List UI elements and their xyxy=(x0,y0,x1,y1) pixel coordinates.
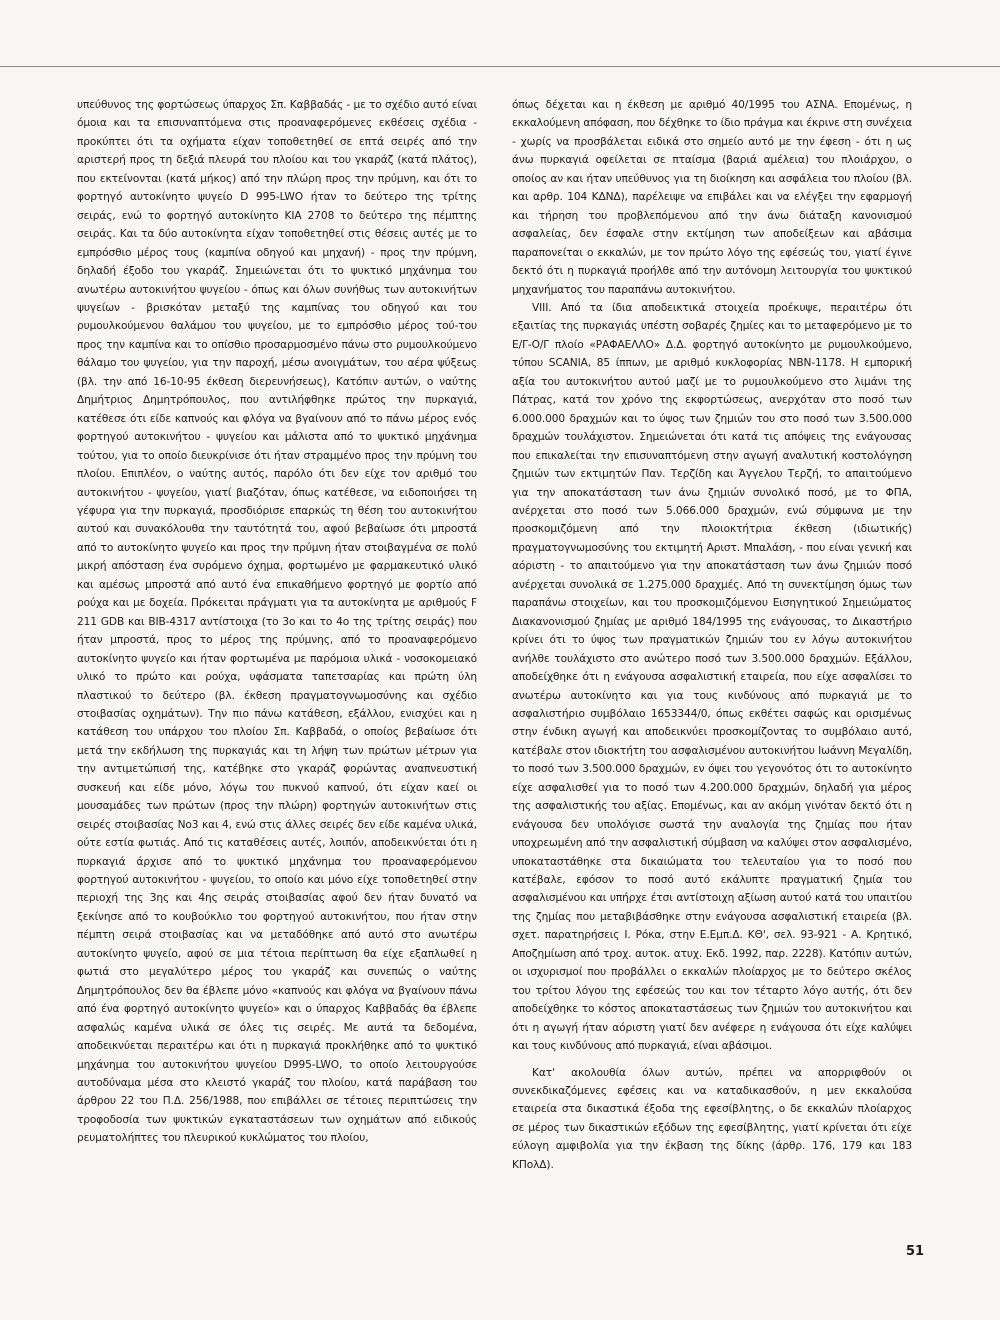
right-paragraph-2: VIII. Από τα ίδια αποδεικτικά στοιχεία προέκυψε, περαιτέρω ότι εξαιτίας της πυρκαγιάς υπέστη σοβαρές ζημίες και το μεταφερόμενο με το Ε/Γ-Ο/Γ πλοίο «ΡΑΦΑΕΛΛΟ» Δ.Δ. φορτηγό αυτοκίνητο με ρυμουλκούμενο, τύπου SCANIA, 85 ίππων, με αριθμό κυκλοφορίας NBN-1178. Η εμπορική αξία του αυτοκινήτου αυτού μαζί με το ρυμουλκούμενο στο λιμάνι της Πάτρας, κατά τον χρόνο της εκφορτώσεως, ανερχόταν στο ποσό των 6.000.000 δραχμών και το ύψος των ζημιών του στο ποσό των 3.500.000 δραχμών τουλάχιστον. Σημειώνεται ότι κατά τις απόψεις της ενάγουσας που επικαλείται την επισυναπτόμενη στην αγωγή αναλυτική κοστολόγηση ζημιών των εκτιμητών Παν. Τερζίδη και Άγγελου Τερζή, το απαιτούμενο για την αποκατάσταση των άνω ζημιών συνολικό ποσό, με το ΦΠΑ, ανέρχεται στο ποσό των 5.066.000 δραχμών, ενώ σύμφωνα με την προσκομιζόμενη από την πλοιοκτήτρια έκθεση (ιδιωτικής) πραγματογνωμοσύνης του εκτιμητή Αριστ. Μπαλάση, - που είναι γενική και αόριστη - το απαιτούμενο για την αποκατάσταση των άνω ζημιών ποσό ανέρχεται συνολικά σε 1.275.000 δραχμές. Από τη συνεκτίμηση όμως των παραπάνω στοιχείων, και του προσκομιζόμενου Εισηγητικού Σημειώματος Διακανονισμού ζημίας με αριθμό 184/1995 της ενάγουσας, το Δικαστήριο κρίνει ότι το ύψος των πραγματικών ζημιών του εν λόγω αυτοκινήτου ανήλθε τουλάχιστο στο ανώτερο ποσό των 3.500.000 δραχμών. Εξάλλου, αποδείχθηκε ότι η ενάγουσα ασφαλιστική εταιρεία, που είχε ασφαλίσει το ανωτέρω αυτοκίνητο και για τους κινδύνους από πυρκαγιά με το ασφαλιστήριο συμβόλαιο 1653344/0, όπως εκθέτει σαφώς και ορισμένως στην ένδικη αγωγή και αποδεικνύει προσκομίζοντας το συμβόλαιο αυτό, κατέβαλε στον ιδιοκτήτη του ασφαλισμένου αυτοκινήτου Ιωάννη Μεγαλίδη, το ποσό των 3.500.000 δραχμών, εν όψει του γεγονότος ότι το αυτοκίνητο είχε ασφαλισθεί για το ποσό των 4.200.000 δραχμών, δηλαδή για μέρος της ασφαλιστικής του αξίας. Επομένως, και αν ακόμη γινόταν δεκτό ότι η ενάγουσα δεν υπολόγισε σωστά την αναλογία της ζημίας που ήταν υποχρεωμένη από την ασφαλιστική σύμβαση να καλύψει στον ασφαλισμένο, υποκαταστάθηκε στα δικαιώματα του τελευταίου για το ποσό που κατέβαλε, εφόσον το ποσό αυτό εκάλυπτε πραγματική ζημία του ασφαλισμένου και υπήρχε έτσι αντίστοιχη αξίωση αυτού κατά του υπαιτίου της ζημίας που μεταβιβάσθηκε στην ενάγουσα ασφαλιστική εταιρεία (βλ. σχετ. παρατηρήσεις Ι. Ρόκα, στην Ε.Εμπ.Δ. ΚΘ', σελ. 93-921 - Α. Κρητικό, Αποζημίωση από τροχ. αυτοκ. ατυχ. Εκδ. 1992, παρ. 2228). Κατόπιν αυτών, οι ισχυρισμοί που προβάλλει ο εκκαλών πλοίαρχος με το δεύτερο σκέλος του τρίτου λόγου της εφέσεώς του και τον τέταρτο λόγο αυτής, ότι δεν αποδείχθηκε το κόστος αποκαταστάσεως των ζημιών του αυτοκινήτου και ότι η αγωγή ήταν αόριστη γιατί δεν ανέφερε η ενάγουσα ότι είχε καλύψει και τους κινδύνους από πυρκαγιά, είναι αβάσιμοι. xyxy=(512,301,912,1053)
left-column xyxy=(77,96,477,1148)
left-paragraph-1: υπεύθυνος της φορτώσεως ύπαρχος Σπ. Καββαδάς - με το σχέδιο αυτό είναι όμοια και τα επισυναπτόμενα στις προαναφερόμενες εκθέσεις σχέδια - προκύπτει ότι τα οχήματα είχαν τοποθετηθεί σε επτά σειρές από την αριστερή προς τη δεξιά πλευρά του πλοίου και του γκαράζ (κατά πλάτος), που εκτείνονται (κατά μήκος) από την πλώρη προς την πρύμνη, και ότι το φορτηγό αυτοκίνητο ψυγείο D 995-LWO ήταν το δεύτερο της τρίτης σειράς, ενώ το φορτηγό αυτοκίνητο ΚΙΑ 2708 το δεύτερο της πέμπτης σειράς. Και τα δύο αυτοκίνητα είχαν τοποθετηθεί στις θέσεις αυτές με το εμπρόσθιο μέρος τους (καμπίνα οδηγού και μηχανή) - προς την πρύμνη, δηλαδή έξοδο του γκαράζ. Σημειώνεται ότι το ψυκτικό μηχάνημα του ανωτέρω αυτοκινήτου ψυγείου - όπως και όλων συνήθως των αυτοκινήτων ψυγείων - βρισκόταν μεταξύ της καμπίνας του οδηγού και του ρυμουλκούμενου θαλάμου του ψυγείου, με το εμπρόσθιο μέρος τού-του προς την καμπίνα και το οπίσθιο προσαρμοσμένο πάνω στο ρυμουλκούμενο θάλαμο του ψυγείου, για την παροχή, μέσω ανοιγμάτων, του αέρα ψύξεως (βλ. την από 16-10-95 έκθεση διερευνήσεως), Κατόπιν αυτών, ο ναύτης Δημήτριος Δημητρόπουλος, που αντιλήφθηκε πρώτος την πυρκαγιά, κατέθεσε ότι είδε καπνούς και φλόγα να βγαίνουν από το πάνω μέρος ενός φορτηγού αυτοκινήτου - ψυγείου και μάλιστα από το ψυκτικό μηχάνημα τούτου, για το οποίο διευκρίνισε ότι ήταν στραμμένο προς την πρύμνη του πλοίου. Επιπλέον, ο ναύτης αυτός, παρόλο ότι δεν είχε τον αριθμό του αυτοκινήτου - ψυγείου, γιατί βιαζόταν, όπως κατέθεσε, να ειδοποιήσει τη γέφυρα για την πυρκαγιά, προσδιόρισε επαρκώς τη θέση του αυτοκινήτου αυτού και συνακόλουθα την ταυτότητά του, αφού βεβαίωσε ότι μπροστά από το αυτοκίνητο ψυγείο και προς την πρύμνη ήταν στοιβαγμένα σε πολύ μικρή απόσταση ένα συρόμενο όχημα, φορτωμένο με φαρμακευτικό υλικό και αμέσως μπροστά από αυτό ένα επικαθήμενο φορτηγό με φορτίο από ρούχα και με δοχεία. Πρόκειται πράγματι για τα αυτοκίνητα με αριθμούς F 211 GDB και BIB-4317 αντίστοιχα (το 3ο και το 4ο της τρίτης σειράς) που ήταν μπροστά, προς το μέρος της πρύμνης, από το προαναφερόμενο αυτοκίνητο ψυγείο και ήταν φορτωμένα με παρόμοια υλικά - νοσοκομειακό υλικό το πρώτο και ρούχα, υφάσματα ταπετσαρίας και πρώτη ύλη πλαστικού το δεύτερο (βλ. έκθεση πραγματογνωμοσύνης και σχέδιο στοιβασίας οχημάτων). Την πιο πάνω κατάθεση, εξάλλου, ενισχύει και η κατάθεση του υπάρχου του πλοίου Σπ. Καββαδά, ο οποίος βεβαίωσε ότι μετά την εκδήλωση της πυρκαγιάς και τη λήψη των πρώτων μέτρων για την αντιμετώπισή της, κατέβηκε στο γκαράζ φορώντας αναπνευστική συσκευή και είδε μόνο, λόγω του πυκνού καπνού, ότι είχαν καεί οι μουσαμάδες των πρώτων (προς την πλώρη) φορτηγών αυτοκινήτων στις σειρές στοιβασίας Νο3 και 4, ενώ στις άλλες σειρές δεν είδε καμένα υλικά, ούτε εστία φωτιάς. Από τις καταθέσεις αυτές, λοιπόν, αποδεικνύεται ότι η πυρκαγιά άρχισε από το ψυκτικό μηχάνημα του προαναφερόμενου φορτηγού αυτοκινήτου - ψυγείου, το οποίο και μόνο είχε τοποθετηθεί στην περιοχή της 3ης και 4ης σειράς στοιβασίας αφού δεν ήταν δυνατό να ξεκίνησε από το κουβούκλιο του φορτηγού αυτοκινήτου, που ήταν στην πέμπτη σειρά στοιβασίας και να μεταδόθηκε από αυτό στο ανωτέρω αυτοκίνητο ψυγείο, αφού σε μια τέτοια περίπτωση θα είχε εξαπλωθεί η φωτιά στο μεγαλύτερο μέρος του γκαράζ και συνεπώς ο ναύτης Δημητρόπουλος δεν θα έβλεπε μόνο «καπνούς και φλόγα να βγαίνουν πάνω από ένα φορτηγό αυτοκίνητο ψυγείο» και ο ύπαρχος Καββαδάς θα έβλεπε ασφαλώς καμένα υλικά σε όλες τις σειρές. Με αυτά τα δεδομένα, αποδεικνύεται περαιτέρω και ότι η πυρκαγιά προκλήθηκε από το ψυκτικό μηχάνημα του αυτοκινήτου ψυγείου D995-LWO, το οποίο λειτουργούσε αυτοδύναμα μέσα στο κλειστό γκαράζ του πλοίου, κατά παράβαση του άρθρου 22 του Π.Δ. 256/1988, που επιβάλλει σε τέτοιες περιπτώσεις την τροφοδοσία των ψυκτικών εγκαταστάσεων των οχημάτων από ειδικούς ρευματολήπτες του πλευρικού κυκλώματος του πλοίου, xyxy=(77,99,477,1145)
right-paragraph-3: Κατ' ακολουθία όλων αυτών, πρέπει να απορριφθούν οι συνεκδικαζόμενες εφέσεις και να καταδικασθούν, η μεν εκκαλούσα εταιρεία στα δικαστικά έξοδα της εφεσίβλητης, ο δε εκκαλών πλοίαρχος σε μέρος των δικαστικών εξόδων της εφεσίβλητης, γιατί κρίνεται ότι είχε εύλογη αμφιβολία για την έκβαση της δίκης (άρθρ. 176, 179 και 183 ΚΠολΔ). xyxy=(512,1066,912,1171)
right-paragraph-1: όπως δέχεται και η έκθεση με αριθμό 40/1995 του ΑΣΝΑ. Επομένως, η εκκαλούμενη απόφαση, που δέχθηκε το ίδιο πράγμα και έκρινε στη συνέχεια - χωρίς να προσβάλεται ειδικά στο σημείο αυτό με την έφεση - ότι η ως άνω πυρκαγιά οφείλεται σε πταίσμα (βαριά αμέλεια) του πλοιάρχου, ο οποίος αν και ήταν υπεύθυνος για τη διοίκηση και ασφάλεια του πλοίου (βλ. και αρθρ. 104 ΚΔΝΔ), παρέλειψε να επιβάλει και να ελέγξει την εφαρμογή και τήρηση του προβλεπόμενου από την άνω διάταξη κανονισμού ασφαλείας, δεν έσφαλε στην εκτίμηση των αποδείξεων και αβάσιμα παραπονείται ο εκκαλών, με τον πρώτο λόγο της εφέσεώς του, γιατί έγινε δεκτό ότι η πυρκαγιά προήλθε από την αυτόνομη λειτουργία του ψυκτικού μηχανήματος του παραπάνω αυτοκινήτου. xyxy=(512,99,912,296)
top-rule xyxy=(0,66,1000,67)
page-number: 51 xyxy=(906,1244,925,1259)
right-column xyxy=(512,96,912,1174)
